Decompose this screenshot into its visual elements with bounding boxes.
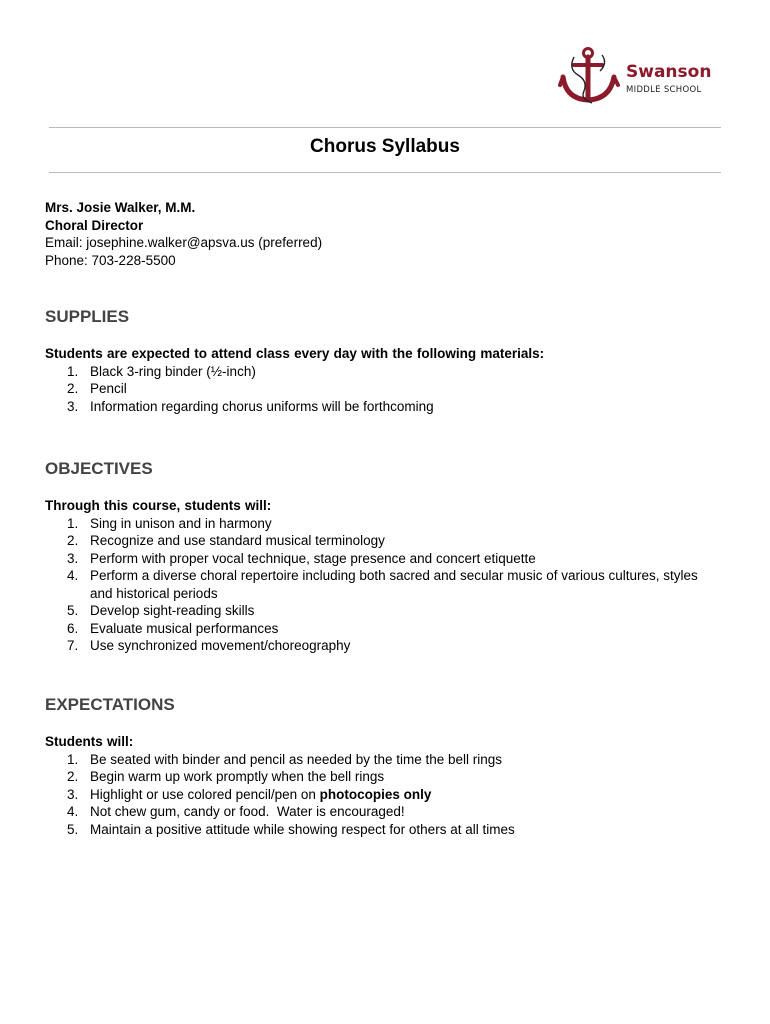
- list-number: 4.: [67, 804, 79, 819]
- list-number: 3.: [67, 786, 79, 802]
- list-item: [45, 567, 720, 602]
- list-item: [45, 786, 720, 804]
- list-number: 2.: [67, 381, 79, 396]
- list-number: 6.: [67, 620, 79, 636]
- list-item: [45, 768, 720, 786]
- expectations-lead: Students will:: [45, 734, 134, 749]
- list-item-emphasis: photocopies only: [319, 786, 432, 802]
- supplies-lead: Students are expected to attend class every day with the following materials:: [45, 346, 545, 361]
- list-item-text: Highlight or use colored pencil/pen on: [90, 786, 320, 802]
- list-item: [45, 532, 720, 550]
- top-divider: [49, 127, 721, 128]
- objectives-lead: Through this course, students will:: [45, 498, 272, 513]
- list-item-text: Perform a diverse choral repertoire including both sacred and secular music of various cultures, styles and historical periods: [90, 568, 698, 601]
- logo-subtitle: MIDDLE SCHOOL: [626, 85, 702, 95]
- list-item-text: Not chew gum, candy or food. Water is encouraged!: [90, 804, 405, 819]
- list-item-text: Begin warm up work promptly when the bell rings: [90, 769, 385, 784]
- list-item-text: Develop sight-reading skills: [90, 603, 255, 618]
- list-number: 1.: [67, 363, 79, 379]
- page-title: Chorus Syllabus: [310, 136, 460, 157]
- list-item: [45, 821, 720, 839]
- logo-name: Swanson: [626, 62, 712, 82]
- list-item-text: Use synchronized movement/choreography: [90, 638, 351, 653]
- list-item: [45, 550, 720, 568]
- list-item: [45, 380, 720, 398]
- list-item: [45, 620, 720, 638]
- list-number: 5.: [67, 821, 79, 837]
- list-item: [45, 751, 720, 769]
- expectations-list: [45, 751, 725, 839]
- anchor-icon: [558, 45, 622, 107]
- teacher-email: Email: josephine.walker@apsva.us (preferred): [45, 235, 323, 250]
- list-number: 1.: [67, 751, 79, 767]
- list-item-text: Black 3-ring binder (½-inch): [90, 363, 256, 379]
- objectives-list: [45, 515, 725, 655]
- supplies-heading: SUPPLIES: [45, 307, 130, 326]
- list-item-text: Maintain a positive attitude while showing respect for others at all times: [90, 821, 515, 837]
- expectations-heading: EXPECTATIONS: [45, 695, 175, 714]
- teacher-name: Mrs. Josie Walker, M.M.: [45, 200, 196, 215]
- list-item-text: Evaluate musical performances: [90, 620, 279, 636]
- list-item: [45, 602, 720, 620]
- bottom-divider: [49, 172, 721, 173]
- list-item: [45, 363, 720, 381]
- list-item-text: Be seated with binder and pencil as needed by the time the bell rings: [90, 751, 503, 767]
- list-item: [45, 803, 720, 821]
- supplies-list: [45, 363, 725, 416]
- list-item-text: Information regarding chorus uniforms will be forthcoming: [90, 398, 434, 414]
- list-item-text: Recognize and use standard musical terminology: [90, 533, 385, 548]
- teacher-role: Choral Director: [45, 217, 144, 233]
- list-item: [45, 398, 720, 416]
- teacher-phone: Phone: 703-228-5500: [45, 252, 176, 268]
- objectives-section: [45, 458, 725, 655]
- list-number: 2.: [67, 769, 79, 784]
- contact-block: [45, 199, 322, 269]
- list-item: [45, 637, 720, 655]
- school-logo: [558, 45, 718, 107]
- list-number: 3.: [67, 550, 79, 566]
- list-number: 5.: [67, 603, 79, 618]
- list-number: 3.: [67, 398, 79, 414]
- list-item-text: Pencil: [90, 381, 127, 396]
- list-item-text: Perform with proper vocal technique, stage presence and concert etiquette: [90, 550, 536, 566]
- list-number: 1.: [67, 515, 79, 531]
- list-number: 2.: [67, 533, 79, 548]
- expectations-section: [45, 694, 725, 838]
- list-number: 7.: [67, 638, 79, 653]
- supplies-section: [45, 306, 725, 415]
- list-item: [45, 515, 720, 533]
- list-number: 4.: [67, 568, 79, 583]
- list-item-text: Sing in unison and in harmony: [90, 515, 272, 531]
- objectives-heading: OBJECTIVES: [45, 459, 153, 478]
